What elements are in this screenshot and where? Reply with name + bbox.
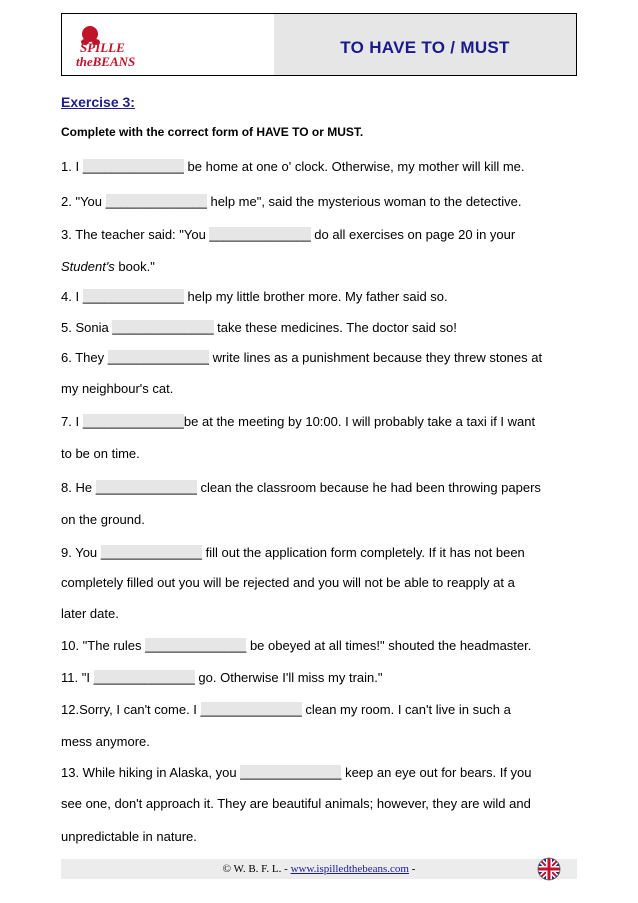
footer-text — [61, 863, 577, 875]
line-text: 9. You — [61, 545, 101, 560]
answer-blank[interactable]: ______________ — [240, 765, 342, 780]
line-text: 12.Sorry, I can't come. I — [61, 702, 201, 717]
line-text: 6. They — [61, 350, 108, 365]
exercise-line — [61, 320, 457, 335]
line-text: my neighbour's cat. — [61, 381, 174, 396]
line-text: help my little brother more. My father said so. — [183, 289, 448, 304]
line-text: 8. He — [61, 480, 96, 495]
exercise-line — [61, 159, 525, 174]
exercise-line — [61, 734, 150, 749]
line-text: 10. "The rules — [61, 638, 146, 653]
exercise-line — [61, 606, 119, 621]
line-text: be home at one o' clock. Otherwise, my mother will kill me. — [183, 159, 525, 174]
exercise-line — [61, 545, 525, 560]
exercise-instruction: Complete with the correct form of HAVE TO or MUST. — [61, 125, 364, 139]
svg-text:theBEANS: theBEANS — [76, 54, 136, 69]
line-text: on the ground. — [61, 512, 145, 527]
exercise-line — [61, 702, 511, 717]
line-text: 2. "You — [61, 194, 106, 209]
line-text: take these medicines. The doctor said so! — [213, 320, 457, 335]
footer-website-link[interactable]: www.ispilledthebeans.com — [290, 863, 409, 875]
exercise-line — [61, 259, 155, 274]
line-text: completely filled out you will be rejected and you will not be able to reapply at a — [61, 575, 515, 590]
answer-blank[interactable]: ______________ — [95, 480, 197, 495]
line-text: write lines as a punishment because they threw stones at — [208, 350, 543, 365]
line-text: 5. Sonia — [61, 320, 113, 335]
line-text: clean my room. I can't live in such a — [301, 702, 511, 717]
exercise-line — [61, 350, 542, 365]
answer-blank[interactable]: ______________ — [100, 545, 203, 560]
answer-blank[interactable]: ______________ — [112, 320, 214, 335]
exercise-line — [61, 829, 197, 844]
answer-blank[interactable]: ______________ — [105, 194, 207, 209]
exercise-title: Exercise 3: — [61, 94, 135, 110]
line-text: 13. While hiking in Alaska, you — [61, 765, 241, 780]
line-text: do all exercises on page 20 in your — [310, 227, 516, 242]
answer-blank[interactable]: ______________ — [107, 350, 209, 365]
answer-blank[interactable]: ______________ — [209, 227, 311, 242]
exercise-line — [61, 765, 532, 780]
answer-blank[interactable]: ______________ — [82, 289, 184, 304]
line-text: go. Otherwise I'll miss my train." — [194, 670, 383, 685]
line-text: be at the meeting by 10:00. I will probably take a taxi if I want — [183, 414, 536, 429]
answer-blank[interactable]: ______________ — [93, 670, 195, 685]
line-text: fill out the application form completely. If it has not been — [202, 545, 525, 560]
exercise-line — [61, 670, 383, 685]
exercise-line — [61, 480, 541, 495]
answer-blank[interactable]: ______________ — [82, 159, 184, 174]
exercise-line — [61, 796, 531, 811]
line-text: 4. I — [61, 289, 83, 304]
exercise-line — [61, 289, 448, 304]
line-text: clean the classroom because he had been throwing papers — [196, 480, 541, 495]
footer-copyright: © W. B. F. L. - — [222, 863, 291, 875]
line-text: see one, don't approach it. They are beautiful animals; however, they are wild and — [61, 796, 531, 811]
footer-bar — [61, 859, 577, 879]
line-text: later date. — [61, 606, 119, 621]
spilled-the-beans-logo — [70, 20, 152, 70]
exercise-line — [61, 227, 515, 242]
title-cell — [274, 14, 576, 75]
exercise-line — [61, 638, 531, 653]
line-text: help me", said the mysterious woman to the detective. — [206, 194, 522, 209]
exercise-line — [61, 414, 535, 429]
logo-cell — [62, 14, 275, 75]
page-title: TO HAVE TO / MUST — [340, 38, 510, 57]
union-jack-flag-icon — [537, 857, 561, 881]
exercise-line — [61, 512, 145, 527]
line-text: 1. I — [61, 159, 83, 174]
line-text: mess anymore. — [61, 734, 150, 749]
line-text: 3. The teacher said: "You — [61, 227, 210, 242]
line-text: 11. "I — [61, 670, 94, 685]
line-text: to be on time. — [61, 446, 140, 461]
svg-text:SPILLE: SPILLE — [80, 40, 125, 55]
line-text: 7. I — [61, 414, 83, 429]
header-table — [61, 13, 577, 76]
line-text: be obeyed at all times!" shouted the headmaster. — [246, 638, 532, 653]
answer-blank[interactable]: ______________ — [82, 414, 184, 429]
answer-blank[interactable]: ______________ — [145, 638, 247, 653]
exercise-line — [61, 194, 521, 209]
line-text: book." — [114, 259, 155, 274]
exercise-line — [61, 446, 140, 461]
line-italic-text: Student's — [61, 259, 115, 274]
answer-blank[interactable]: ______________ — [200, 702, 302, 717]
line-text: keep an eye out for bears. If you — [341, 765, 532, 780]
line-text: unpredictable in nature. — [61, 829, 197, 844]
exercise-line — [61, 381, 173, 396]
exercise-line — [61, 575, 515, 590]
footer-suffix: - — [409, 863, 416, 875]
